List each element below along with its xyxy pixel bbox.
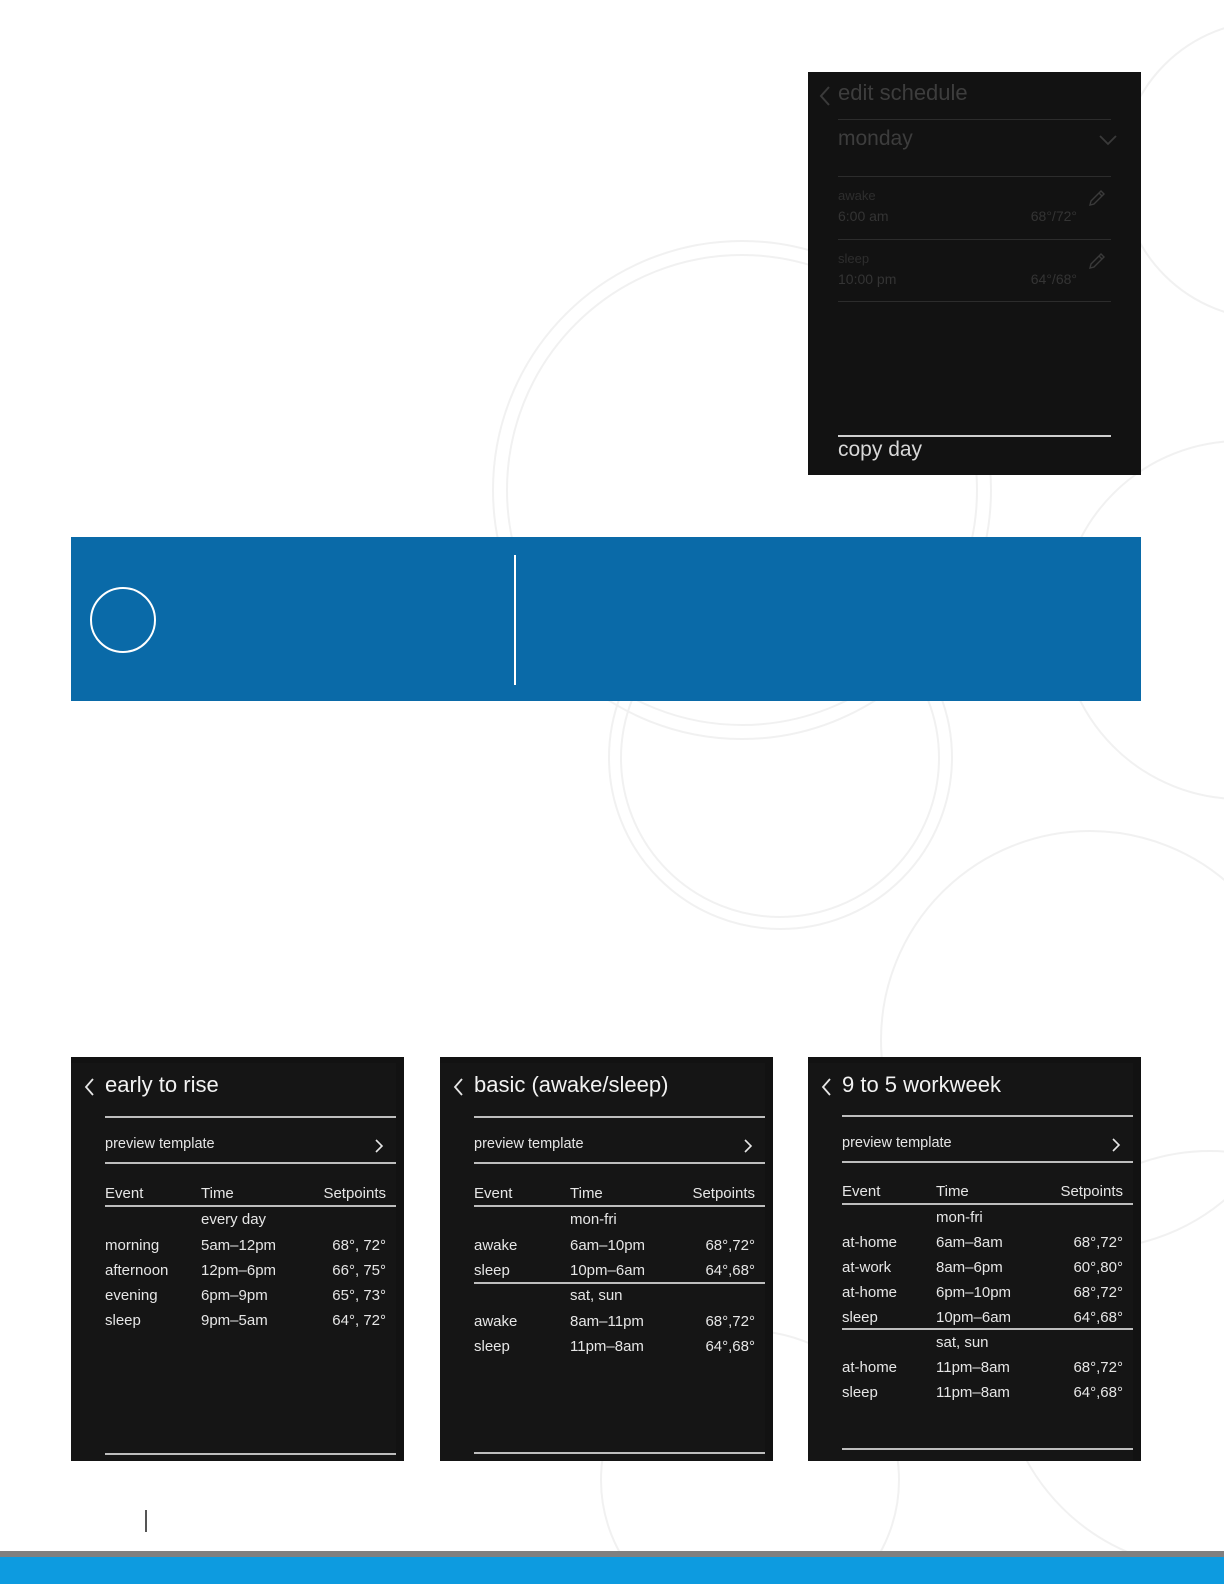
chevron-right-icon[interactable] <box>743 1138 753 1154</box>
table-row <box>105 1287 396 1312</box>
divider <box>838 301 1111 302</box>
event-setpoints: 68°/72° <box>1030 208 1077 224</box>
event-name: awake <box>838 188 876 203</box>
divider <box>838 435 1111 437</box>
template-title: basic (awake/sleep) <box>474 1072 669 1097</box>
pencil-icon[interactable] <box>1087 188 1107 208</box>
event-cell: at-home <box>842 1359 898 1376</box>
column-header-setpoints: Setpoints <box>1060 1183 1123 1200</box>
event-cell: sleep <box>105 1312 141 1329</box>
chevron-right-icon[interactable] <box>374 1138 384 1154</box>
setpoints-cell: 68°,72° <box>1073 1359 1123 1376</box>
column-header-setpoints: Setpoints <box>323 1185 386 1202</box>
setpoints-cell: 68°,72° <box>705 1237 755 1254</box>
setpoints-cell: 68°,72° <box>1073 1284 1123 1301</box>
footer-bar <box>0 1557 1224 1584</box>
schedule-event-row[interactable] <box>838 178 1111 238</box>
table-row <box>105 1312 396 1337</box>
divider <box>474 1116 765 1118</box>
screen-title: edit schedule <box>838 80 968 105</box>
template-title: early to rise <box>105 1072 219 1097</box>
template-screen <box>808 1063 1133 1461</box>
divider <box>842 1115 1133 1117</box>
setpoints-cell: 64°,68° <box>705 1338 755 1355</box>
day-group-label: sat, sun <box>570 1287 623 1304</box>
event-cell: morning <box>105 1237 160 1254</box>
table-row <box>842 1234 1133 1259</box>
table-row <box>842 1384 1133 1409</box>
time-cell: 6pm–10pm <box>936 1284 1012 1301</box>
template-basic-awake-sleep <box>440 1057 773 1461</box>
divider <box>105 1162 396 1164</box>
setpoints-cell: 68°,72° <box>1073 1234 1123 1251</box>
time-cell: 11pm–8am <box>936 1384 1010 1401</box>
chevron-down-icon[interactable] <box>1099 134 1117 146</box>
template-early-to-rise <box>71 1057 404 1461</box>
setpoints-cell: 68°, 72° <box>332 1237 386 1254</box>
info-banner <box>71 537 1141 701</box>
event-cell: awake <box>474 1313 518 1330</box>
table-row <box>474 1338 765 1363</box>
day-group-label: mon-fri <box>936 1209 983 1226</box>
table-row <box>842 1259 1133 1284</box>
setpoints-cell: 64°,68° <box>1073 1384 1123 1401</box>
time-cell: 9pm–5am <box>201 1312 268 1329</box>
divider <box>474 1205 765 1207</box>
divider <box>105 1205 396 1207</box>
event-cell: afternoon <box>105 1262 169 1279</box>
setpoints-cell: 65°, 73° <box>332 1287 386 1304</box>
divider <box>842 1203 1133 1205</box>
copy-day-button[interactable]: copy day <box>838 438 923 461</box>
back-chevron-icon[interactable] <box>83 1077 95 1097</box>
event-cell: sleep <box>842 1309 878 1326</box>
day-group-label: mon-fri <box>570 1211 617 1228</box>
time-cell: 6am–10pm <box>570 1237 646 1254</box>
schedule-event-row[interactable] <box>838 241 1111 301</box>
group-divider <box>842 1328 1133 1330</box>
chevron-right-icon[interactable] <box>1111 1137 1121 1153</box>
template-9-to-5-workweek <box>808 1057 1141 1461</box>
divider <box>474 1452 765 1454</box>
time-cell: 11pm–8am <box>570 1338 644 1355</box>
template-title: 9 to 5 workweek <box>842 1072 1001 1097</box>
setpoints-cell: 60°,80° <box>1073 1259 1123 1276</box>
table-row <box>842 1359 1133 1384</box>
table-row <box>842 1284 1133 1309</box>
column-header-time: Time <box>201 1185 234 1202</box>
event-cell: at-home <box>842 1234 898 1251</box>
day-group-label: every day <box>201 1211 267 1228</box>
event-cell: sleep <box>842 1384 878 1401</box>
table-row <box>474 1313 765 1338</box>
divider <box>842 1161 1133 1163</box>
day-group-label: sat, sun <box>936 1334 989 1351</box>
time-cell: 11pm–8am <box>936 1359 1010 1376</box>
column-header-event: Event <box>474 1185 513 1202</box>
pencil-icon[interactable] <box>1087 251 1107 271</box>
event-cell: at-home <box>842 1284 898 1301</box>
table-row <box>105 1262 396 1287</box>
event-setpoints: 64°/68° <box>1030 271 1077 287</box>
time-cell: 8am–6pm <box>936 1259 1003 1276</box>
setpoints-cell: 68°,72° <box>705 1313 755 1330</box>
event-name: sleep <box>838 251 870 266</box>
column-header-setpoints: Setpoints <box>692 1185 755 1202</box>
event-cell: sleep <box>474 1262 510 1279</box>
time-cell: 12pm–6pm <box>201 1262 277 1279</box>
template-screen <box>71 1063 396 1461</box>
table-row <box>105 1237 396 1262</box>
table-row <box>474 1237 765 1262</box>
divider <box>474 1162 765 1164</box>
divider <box>105 1453 396 1455</box>
divider <box>105 1116 396 1118</box>
setpoints-cell: 64°,68° <box>705 1262 755 1279</box>
event-cell: at-work <box>842 1259 892 1276</box>
back-chevron-icon[interactable] <box>818 84 832 108</box>
column-header-event: Event <box>105 1185 144 1202</box>
back-chevron-icon[interactable] <box>452 1077 464 1097</box>
preview-template-link[interactable]: preview template <box>105 1136 215 1152</box>
template-screen <box>440 1063 765 1461</box>
column-header-time: Time <box>936 1183 969 1200</box>
divider <box>838 119 1111 120</box>
time-cell: 5am–12pm <box>201 1237 277 1254</box>
column-header-time: Time <box>570 1185 603 1202</box>
time-cell: 10pm–6am <box>570 1262 646 1279</box>
event-time: 10:00 pm <box>838 271 897 287</box>
event-cell: evening <box>105 1287 158 1304</box>
divider <box>838 239 1111 240</box>
event-time: 6:00 am <box>838 208 889 224</box>
divider <box>838 176 1111 177</box>
group-divider <box>474 1282 765 1284</box>
event-cell: awake <box>474 1237 518 1254</box>
setpoints-cell: 64°, 72° <box>332 1312 386 1329</box>
time-cell: 6am–8am <box>936 1234 1003 1251</box>
page-number-divider <box>145 1510 147 1532</box>
divider <box>842 1448 1133 1450</box>
setpoints-cell: 64°,68° <box>1073 1309 1123 1326</box>
table-row <box>842 1309 1133 1334</box>
day-selector[interactable]: monday <box>838 127 913 150</box>
column-header-event: Event <box>842 1183 881 1200</box>
time-cell: 6pm–9pm <box>201 1287 268 1304</box>
time-cell: 8am–11pm <box>570 1313 644 1330</box>
edit-schedule-screen <box>808 72 1141 475</box>
circle-icon <box>90 587 156 653</box>
preview-template-link[interactable]: preview template <box>842 1135 952 1151</box>
setpoints-cell: 66°, 75° <box>332 1262 386 1279</box>
back-chevron-icon[interactable] <box>820 1077 832 1097</box>
preview-template-link[interactable]: preview template <box>474 1136 584 1152</box>
banner-divider <box>514 555 516 685</box>
event-cell: sleep <box>474 1338 510 1355</box>
time-cell: 10pm–6am <box>936 1309 1012 1326</box>
